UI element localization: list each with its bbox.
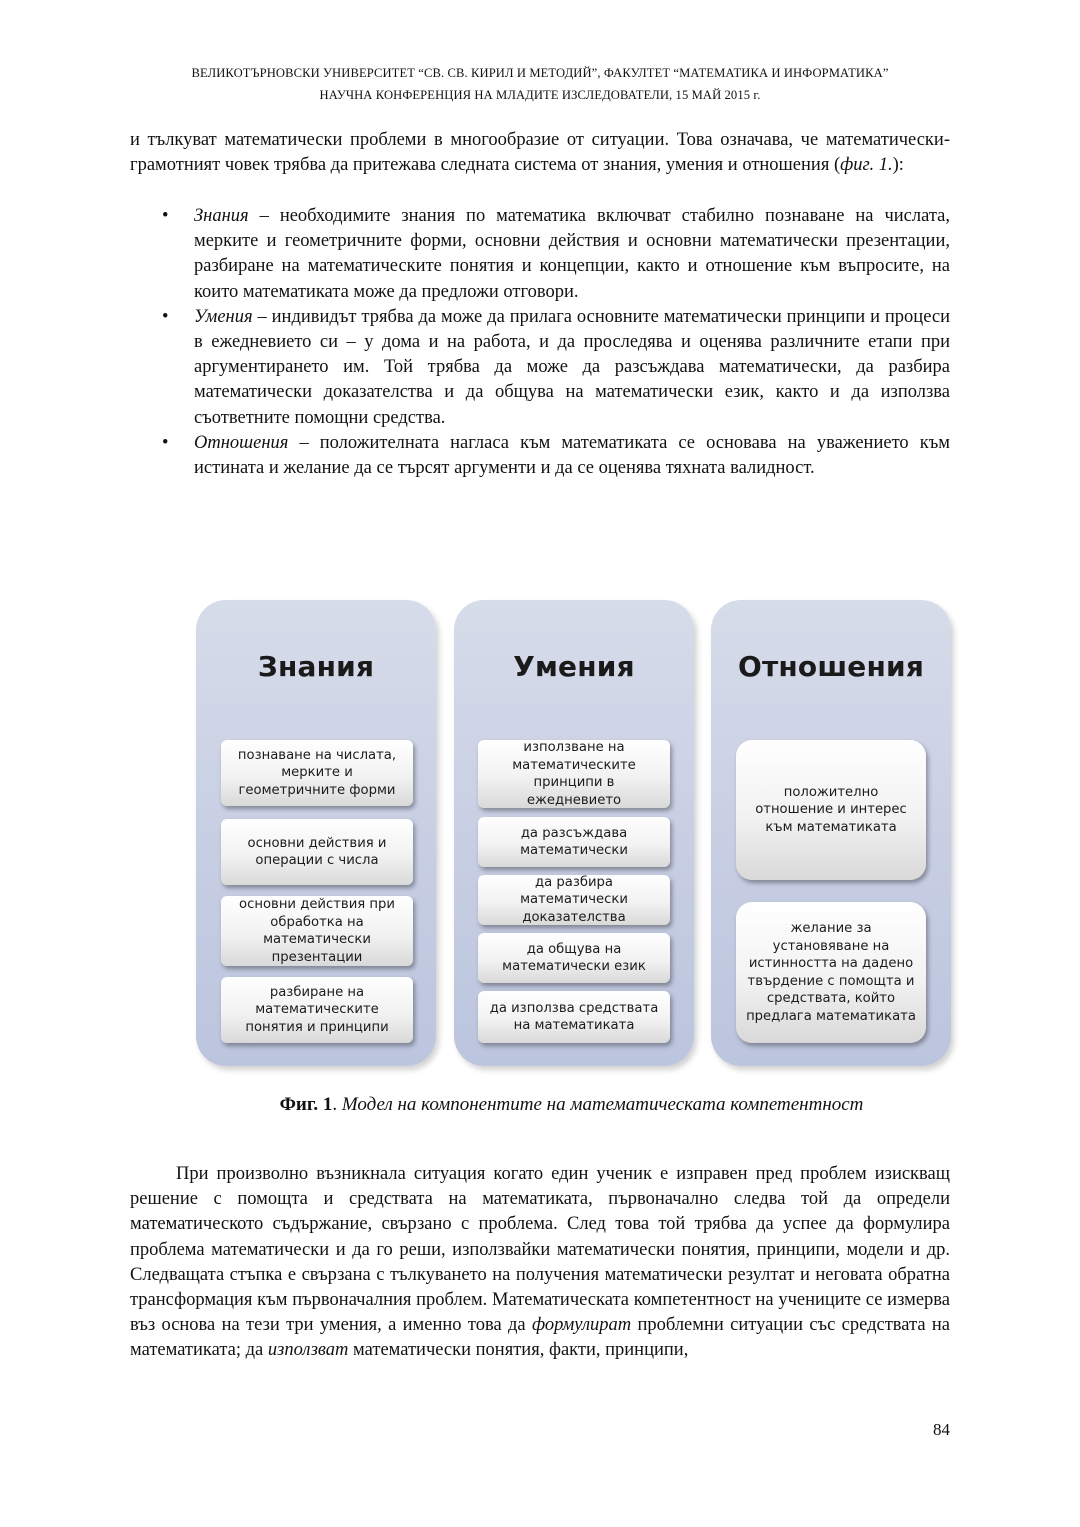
list-item-term: Знания bbox=[194, 206, 249, 226]
caption-label: Фиг. 1 bbox=[279, 1094, 333, 1115]
column-attitudes bbox=[711, 600, 951, 1066]
list-item-term: Умения bbox=[194, 306, 253, 327]
column-title: Знания bbox=[257, 650, 375, 683]
header-line-2: НАУЧНА КОНФЕРЕНЦИЯ НА МЛАДИТЕ ИЗСЛЕДОВАТЕЛИ, 15 МАЙ 2015 г. bbox=[319, 88, 761, 102]
paragraph-text: проблемни ситуации със средствата на математиката; да bbox=[130, 1315, 950, 1361]
diagram-box: да общува на математически език bbox=[478, 933, 670, 983]
column-knowledge bbox=[196, 600, 436, 1066]
header-line-1: ВЕЛИКОТЪРНОВСКИ УНИВЕРСИТЕТ “СВ. СВ. КИРИЛ И МЕТОДИЙ”, ФАКУЛТЕТ “МАТЕМАТИКА И ИНФОРМАТИКА” bbox=[191, 66, 889, 80]
caption-separator: . bbox=[332, 1094, 342, 1115]
diagram-box: да разбира математически доказателства bbox=[478, 875, 670, 925]
page-header bbox=[0, 62, 1080, 106]
bullet-icon: • bbox=[162, 206, 169, 226]
list-item bbox=[130, 204, 950, 305]
figure-reference: фиг. 1. bbox=[840, 155, 893, 176]
list-item-text: – индивидът трябва да може да прилага основните математически принципи и процеси в ежедневието си – у дома и на работа, и да проследява и оценява различните етапи при аргументирането им. Той трябва да може да разсъждава математически, да разбира математически доказателства и да общува на математически език, както и да използва съответните помощни средства. bbox=[194, 306, 950, 428]
paragraph-text: При произволно възникнала ситуация когато един ученик е изправен пред проблем изискващ решение с помощта и средствата на математиката, първоначално следва той да определи математическото съдържание, свързано с проблема. След това той трябва да успее да формулира проблема математически и да го реши, използвайки математически понятия, принципи, модели и др. Следващата стъпка е свързана с тълкуването на получения математически резултат и неговата обратна трансформация към първоначалния проблем. Математическата компетентност на учениците се измерва въз основа на тези три умения, а именно това да bbox=[130, 1164, 950, 1336]
diagram-box: използване на математическите принципи в ежедневието bbox=[478, 740, 670, 808]
diagram-box: положително отношение и интерес към математиката bbox=[736, 740, 926, 880]
intro-paragraph bbox=[130, 128, 950, 178]
list-item-term: Отношения bbox=[194, 432, 289, 453]
diagram-box: разбиране на математическите понятия и принципи bbox=[221, 977, 413, 1043]
bullet-icon: • bbox=[162, 432, 169, 453]
column-title: Умения bbox=[513, 650, 635, 683]
intro-text: и тълкуват математически проблеми в многообразие от ситуации. Това означава, че математически-грамотният човек трябва да притежава следната система от знания, умения и отношения ( bbox=[130, 130, 950, 176]
paragraph-text: математически понятия, факти, принципи, bbox=[348, 1340, 689, 1361]
competence-model-diagram bbox=[196, 600, 952, 1070]
bullet-icon: • bbox=[162, 306, 169, 327]
column-title: Отношения bbox=[737, 650, 925, 683]
diagram-box: да разсъждава математически bbox=[478, 817, 670, 867]
competence-list bbox=[130, 204, 950, 481]
intro-text-end: ): bbox=[892, 155, 904, 176]
list-item bbox=[130, 431, 950, 481]
figure-caption bbox=[0, 1094, 1080, 1116]
list-item bbox=[130, 305, 950, 431]
emphasis-text: използват bbox=[267, 1340, 349, 1361]
diagram-box: познаване на числата, мерките и геометричните форми bbox=[221, 740, 413, 806]
diagram-box: основни действия и операции с числа bbox=[221, 819, 413, 885]
diagram-box: основни действия при обработка на математически презентации bbox=[221, 896, 413, 966]
body-paragraph bbox=[130, 1162, 950, 1364]
emphasis-text: формулират bbox=[531, 1315, 632, 1336]
caption-text: Модел на компонентите на математическата компетентност bbox=[341, 1094, 864, 1115]
list-item-text: – положителната нагласа към математиката се основава на уважението към истината и желание да се търсят аргументи и да се оценява тяхната валидност. bbox=[194, 432, 950, 479]
diagram-box: желание за установяване на истинността на дадено твърдение с помощта и средствата, който предлага математиката bbox=[736, 902, 926, 1043]
column-skills bbox=[454, 600, 694, 1066]
diagram-box: да използва средствата на математиката bbox=[478, 991, 670, 1043]
list-item-text: – необходимите знания по математика включват стабилно познаване на числата, мерките и геометричните форми, основни действия и основни математически презентации, разбиране на математическите понятия и концепции, както и отношение към въпросите, на които математиката може да предложи отговори. bbox=[194, 206, 950, 302]
page-number: 84 bbox=[933, 1420, 950, 1439]
